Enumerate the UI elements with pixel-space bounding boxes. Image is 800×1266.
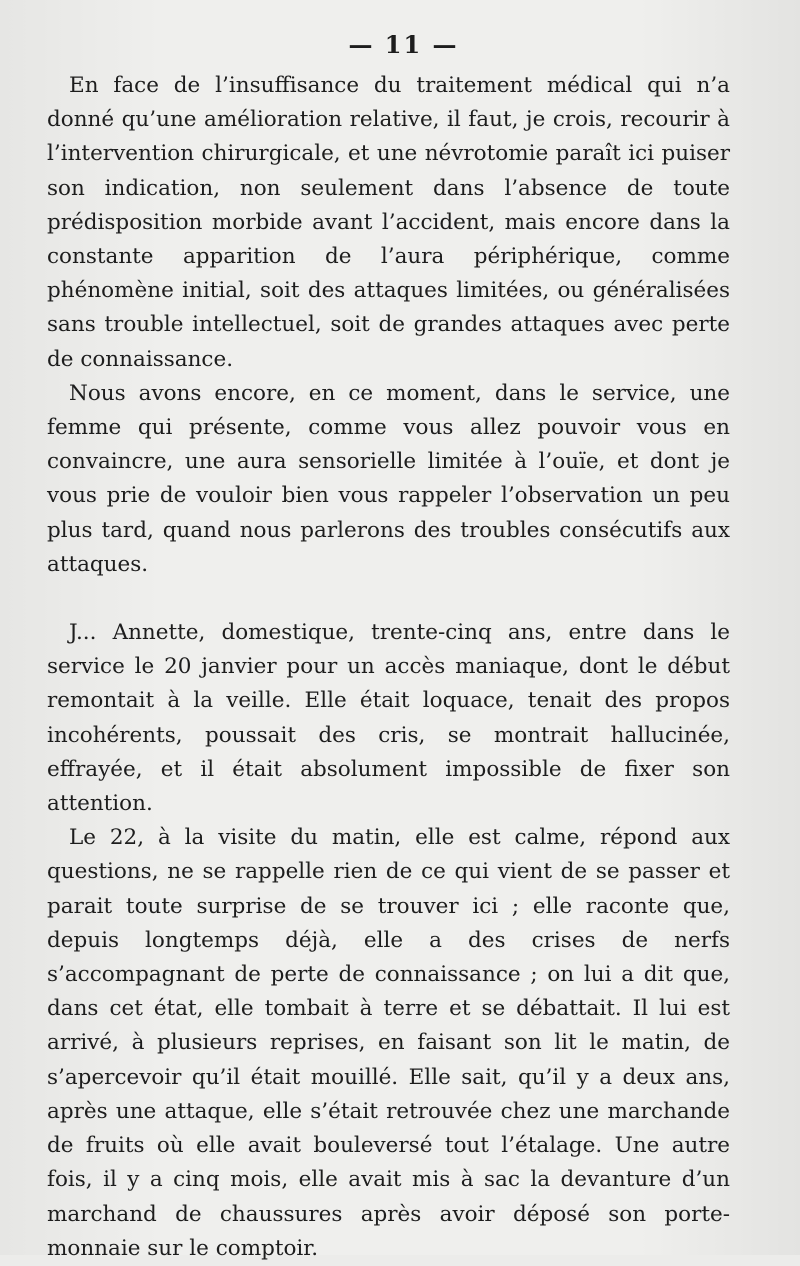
paragraph-2: Nous avons encore, en ce moment, dans le service, une femme qui présente, comme vous allez pouvoir vous en convaincre, une aura sensorielle limitée à l’ouïe, et dont je vous prie de vouloir bien vous rappeler l’observation un peu plus tard, quand nous parlerons des troubles consécutifs aux attaques. — [47, 380, 730, 577]
paragraph-4: Le 22, à la visite du matin, elle est calme, répond aux questions, ne se rappelle rien de ce qui vient de se passer et parait toute surprise de se trouver ici ; elle raconte que, depuis longtemps déjà, elle a des crises de nerfs s’accompagnant de perte de connaissance ; on lui a dit que, dans cet état, elle tombait à terre et se débattait. Il lui est arrivé, à plusieurs reprises, en faisant son lit le matin, de s’apercevoir qu’il était mouillé. Elle sait, qu’il y a deux ans, après une attaque, elle s’était retrouvée chez une marchande de fruits où elle avait bouleversé tout l’étalage. Une autre fois, il y a cinq mois, elle avait mis à sac la devanture d’un marchand de chaussures après avoir déposé son porte-monnaie sur le comptoir. — [47, 825, 730, 1261]
paragraph-1: En face de l’insuffisance du traitement médical qui n’a donné qu’une amélioration relative, il faut, je crois, recourir à l’intervention chirurgicale, et une névrotomie paraît ici puiser son indication, non seulement dans l’absence de toute prédisposition morbide avant l’accident, mais encore dans la constante apparition de l’aura périphérique, comme phénomène initial, soit des attaques limitées, ou généralisées sans trouble intellectuel, soit de grandes attaques avec perte de connaissance. — [47, 73, 730, 372]
page-number: — 11 — — [348, 30, 459, 59]
paragraph-3: J... Annette, domestique, trente-cinq ans, entre dans le service le 20 janvier pour un accès maniaque, dont le début remontait à la veille. Elle était loquace, tenait des propos incohérents, poussait des cris, se montrait hallucinée, effrayée, et il était absolument impossible de fixer son attention. — [47, 620, 730, 817]
